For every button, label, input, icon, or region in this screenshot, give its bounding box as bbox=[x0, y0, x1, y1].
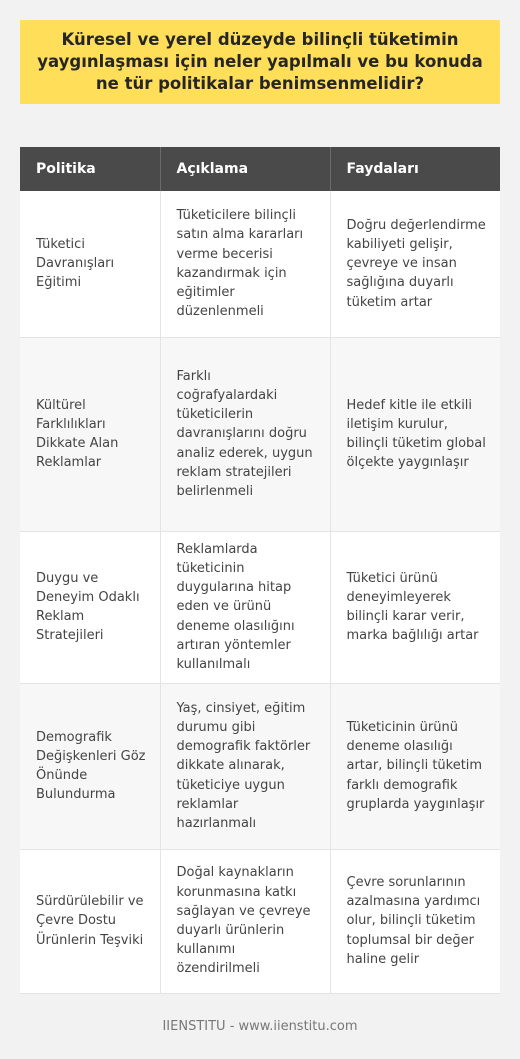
question-text: Küresel ve yerel düzeyde bilinçli tüketimin yaygınlaşması için neler yapılmalı ve bu konuda ne tür politikalar benimsenmelidir? bbox=[37, 30, 483, 93]
policy-cell: Tüketici Davranışları Eğitimi bbox=[20, 191, 160, 337]
table-row bbox=[20, 191, 500, 337]
policy-cell: Kültürel Farklılıkları Dikkate Alan Reklamlar bbox=[20, 337, 160, 531]
header-policy: Politika bbox=[20, 147, 160, 191]
table-row bbox=[20, 849, 500, 993]
table-row bbox=[20, 531, 500, 683]
policy-table bbox=[20, 147, 500, 994]
description-cell: Farklı coğrafyalardaki tüketicilerin davranışlarını doğru analiz ederek, uygun reklam stratejileri belirlenmeli bbox=[160, 337, 330, 531]
table-header bbox=[20, 147, 500, 191]
header-row bbox=[20, 147, 500, 191]
policy-cell: Demografik Değişkenleri Göz Önünde Bulundurma bbox=[20, 683, 160, 849]
table-row bbox=[20, 683, 500, 849]
footer-credit: IIENSTITU - www.iienstitu.com bbox=[162, 1019, 358, 1034]
policy-cell: Sürdürülebilir ve Çevre Dostu Ürünlerin Teşviki bbox=[20, 849, 160, 993]
description-cell: Tüketicilere bilinçli satın alma kararları verme becerisi kazandırmak için eğitimler düzenlenmeli bbox=[160, 191, 330, 337]
benefits-cell: Tüketici ürünü deneyimleyerek bilinçli karar verir, marka bağlılığı artar bbox=[330, 531, 500, 683]
header-description: Açıklama bbox=[160, 147, 330, 191]
benefits-cell: Doğru değerlendirme kabiliyeti gelişir, çevreye ve insan sağlığına duyarlı tüketim artar bbox=[330, 191, 500, 337]
table-body bbox=[20, 191, 500, 993]
description-cell: Yaş, cinsiyet, eğitim durumu gibi demografik faktörler dikkate alınarak, tüketiciye uygun reklamlar hazırlanmalı bbox=[160, 683, 330, 849]
header-benefits: Faydaları bbox=[330, 147, 500, 191]
benefits-cell: Çevre sorunlarının azalmasına yardımcı olur, bilinçli tüketim toplumsal bir değer haline gelir bbox=[330, 849, 500, 993]
description-cell: Reklamlarda tüketicinin duygularına hitap eden ve ürünü deneme olasılığını artıran yöntemler kullanılmalı bbox=[160, 531, 330, 683]
description-cell: Doğal kaynakların korunmasına katkı sağlayan ve çevreye duyarlı ürünlerin kullanımı özendirilmeli bbox=[160, 849, 330, 993]
benefits-cell: Hedef kitle ile etkili iletişim kurulur, bilinçli tüketim global ölçekte yaygınlaşır bbox=[330, 337, 500, 531]
policy-cell: Duygu ve Deneyim Odaklı Reklam Stratejileri bbox=[20, 531, 160, 683]
benefits-cell: Tüketicinin ürünü deneme olasılığı artar, bilinçli tüketim farklı demografik gruplarda yaygınlaşır bbox=[330, 683, 500, 849]
question-banner bbox=[20, 20, 500, 104]
table-row bbox=[20, 337, 500, 531]
